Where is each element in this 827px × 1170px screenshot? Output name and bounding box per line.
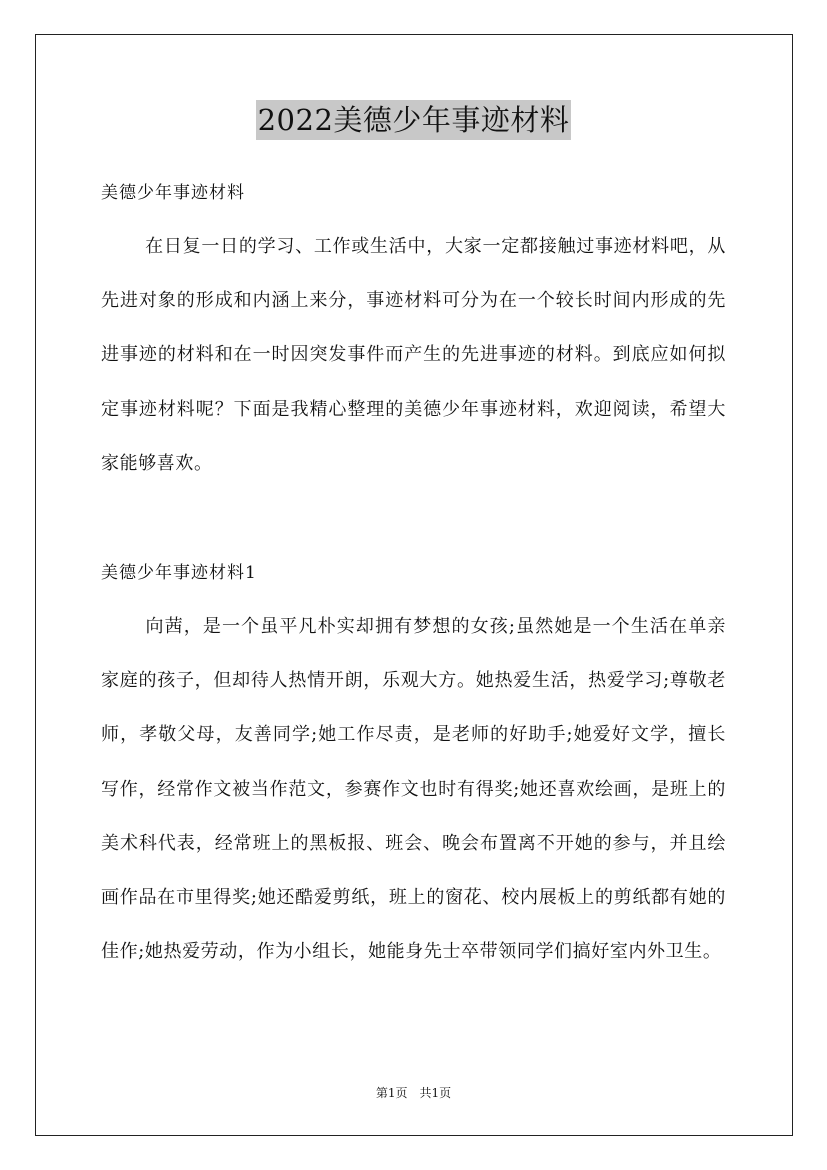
intro-text: 在日复一日的学习、工作或生活中，大家一定都接触过事迹材料吧，从先进对象的形成和内涵上来分，事迹材料可分为在一个较长时间内形成的先进事迹的材料和在一时因突发事件而产生的先进事迹的材料。到底应如何拟定事迹材料呢？下面是我精心整理的美德少年事迹材料，欢迎阅读，希望大家能够喜欢。 — [101, 236, 726, 474]
section1-heading: 美德少年事迹材料1 — [101, 563, 257, 583]
title-container — [0, 100, 827, 140]
document-title: 2022美德少年事迹材料 — [256, 100, 572, 140]
section1-text: 向茜，是一个虽平凡朴实却拥有梦想的女孩;虽然她是一个生活在单亲家庭的孩子，但却待人热情开朗，乐观大方。她热爱生活，热爱学习;尊敬老师，孝敬父母，友善同学;她工作尽责，是老师的好助手;她爱好文学，擅长写作，经常作文被当作范文，参赛作文也时有得奖;她还喜欢绘画，是班上的美术科代表，经常班上的黑板报、班会、晚会布置离不开她的参与，并且绘画作品在市里得奖;她还酷爱剪纸，班上的窗花、校内展板上的剪纸都有她的佳作;她热爱劳动，作为小组长，她能身先士卒带领同学们搞好室内外卫生。 — [101, 616, 726, 963]
intro-paragraph — [101, 220, 726, 491]
document-subtitle: 美德少年事迹材料 — [101, 183, 245, 203]
section1-paragraph — [101, 600, 726, 979]
page-footer: 第1页 共1页 — [375, 1086, 452, 1100]
